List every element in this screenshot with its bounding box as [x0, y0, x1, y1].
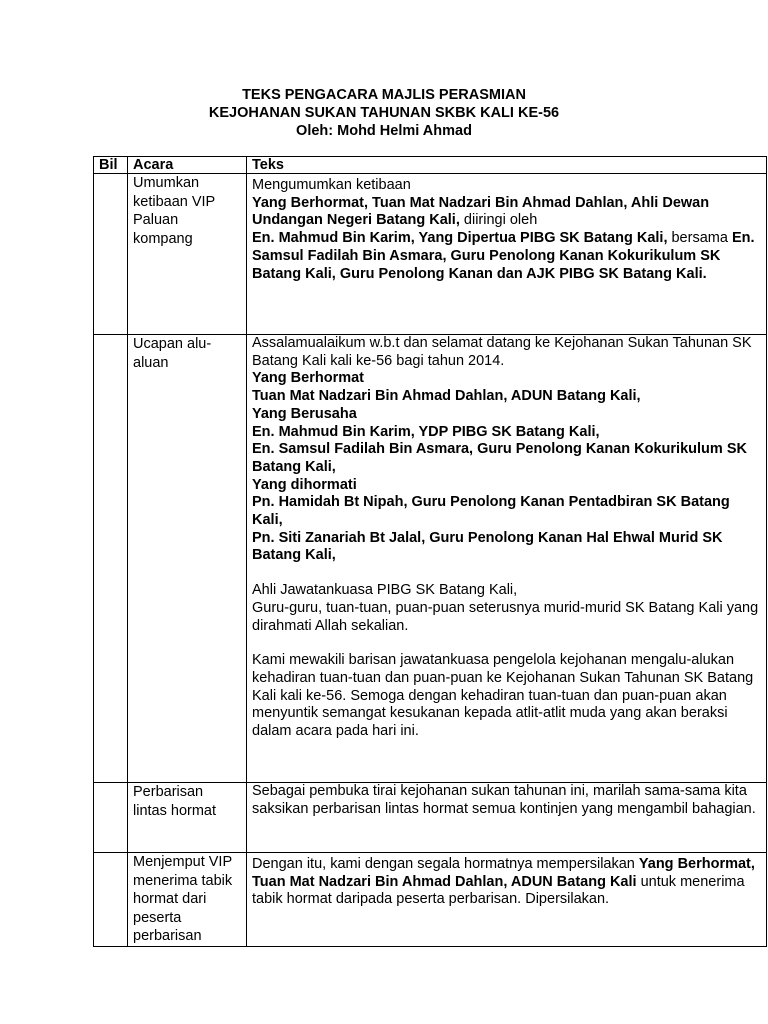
- heading-author: Oleh: Mohd Helmi Ahmad: [296, 123, 472, 139]
- acara-line: ketibaan VIP: [133, 193, 216, 210]
- acara-line: Ucapan alu-: [133, 336, 212, 352]
- acara-line: Menjemput VIP: [133, 854, 233, 870]
- vip-name: Tuan Mat Nadzari Bin Ahmad Dahlan, ADUN Batang Kali,: [252, 388, 641, 405]
- teks-text: Mengumumkan ketibaan: [252, 177, 411, 193]
- vip-name: Yang Berhormat, Tuan Mat Nadzari Bin Ahmad Dahlan, Ahli Dewan Undangan Negeri Batang Kali,: [252, 194, 710, 229]
- header-acara: Acara: [128, 157, 247, 174]
- bil-cell: [94, 174, 128, 335]
- acara-line: menerima tabik: [133, 872, 233, 889]
- vip-name: En. Samsul Fadilah Bin Asmara, Guru Penolong Kanan Kokurikulum SK Batang Kali,: [252, 441, 747, 475]
- acara-cell: [128, 174, 247, 335]
- acara-line: Umumkan: [133, 175, 200, 191]
- heading-title: TEKS PENGACARA MAJLIS PERASMIAN: [242, 87, 526, 103]
- vip-name: Pn. Hamidah Bt Nipah, Guru Penolong Kanan Pentadbiran SK Batang Kali,: [252, 494, 730, 529]
- acara-line: lintas hormat: [133, 802, 217, 819]
- document-heading: [0, 86, 768, 140]
- teks-text: diiringi oleh: [459, 212, 538, 229]
- vip-name: En. Mahmud Bin Karim, YDP PIBG SK Batang Kali,: [252, 423, 600, 440]
- script-table: [93, 156, 767, 947]
- honorific: Yang Berusaha: [252, 405, 357, 422]
- acara-line: aluan: [133, 354, 169, 371]
- teks-cell: [247, 335, 767, 783]
- teks-text: untuk menerima tabik hormat daripada peserta perbarisan. Dipersilakan.: [252, 873, 745, 908]
- teks-text: [252, 195, 762, 230]
- table-row: [94, 335, 767, 783]
- acara-line: Perbarisan: [133, 784, 204, 800]
- teks-text: [252, 230, 762, 283]
- table-row: [94, 783, 767, 853]
- vip-name: En. Mahmud Bin Karim, Yang Dipertua PIBG SK Batang Kali,: [252, 230, 668, 247]
- teks-cell: [247, 853, 767, 947]
- honorific: Yang dihormati: [252, 476, 357, 493]
- acara-line: hormat dari: [133, 891, 207, 907]
- acara-line: peserta: [133, 909, 182, 926]
- vip-name: Yang Berhormat, Tuan Mat Nadzari Bin Ahmad Dahlan, ADUN Batang Kali: [252, 856, 755, 890]
- table-header-row: [94, 157, 767, 174]
- acara-cell: [128, 853, 247, 947]
- header-bil: Bil: [94, 157, 128, 174]
- acara-line: Paluan: [133, 212, 179, 228]
- table-row: [94, 174, 767, 335]
- acara-line: kompang: [133, 230, 193, 247]
- acara-cell: [128, 783, 247, 853]
- table-row: [94, 853, 767, 947]
- vip-name: Pn. Siti Zanariah Bt Jalal, Guru Penolong Kanan Hal Ehwal Murid SK Batang Kali,: [252, 529, 723, 564]
- acara-line: perbarisan: [133, 928, 202, 944]
- teks-text: bersama: [667, 230, 732, 247]
- bil-cell: [94, 783, 128, 853]
- teks-text: Sebagai pembuka tirai kejohanan sukan tahunan ini, marilah sama-sama kita saksikan perbarisan lintas hormat semua kontinjen yang mengambil bahagian.: [252, 783, 756, 817]
- acara-cell: [128, 335, 247, 783]
- teks-text: Dengan itu, kami dengan segala hormatnya mempersilakan: [252, 856, 639, 872]
- teks-text: Kami mewakili barisan jawatankuasa pengelola kejohanan mengalu-alukan kehadiran tuan-tuan dan puan-puan ke Kejohanan Sukan Tahunan SK Batang Kali kali ke-56. Semoga dengan kehadiran tuan-tuan dan puan-puan akan menyuntik semangat kesukanan kepada atlit-atlit muda yang akan beraksi dalam acara pada hari ini.: [252, 652, 754, 740]
- teks-text: Guru-guru, tuan-tuan, puan-puan seterusnya murid-murid SK Batang Kali yang dirahmati Allah sekalian.: [252, 599, 759, 634]
- bil-cell: [94, 853, 128, 947]
- honorific: Yang Berhormat: [252, 370, 364, 387]
- teks-text: Assalamualaikum w.b.t dan selamat datang ke Kejohanan Sukan Tahunan SK Batang Kali kali ke-56 bagi tahun 2014.: [252, 335, 752, 369]
- heading-event: KEJOHANAN SUKAN TAHUNAN SKBK KALI KE-56: [208, 105, 560, 121]
- teks-cell: [247, 783, 767, 853]
- teks-cell: [247, 174, 767, 335]
- vip-name: En. Samsul Fadilah Bin Asmara, Guru Penolong Kanan Kokurikulum SK Batang Kali, Guru Penolong Kanan dan AJK PIBG SK Batang Kali.: [252, 230, 755, 282]
- teks-text: [252, 856, 762, 909]
- bil-cell: [94, 335, 128, 783]
- header-teks: Teks: [247, 157, 767, 174]
- teks-text: Ahli Jawatankuasa PIBG SK Batang Kali,: [252, 582, 518, 599]
